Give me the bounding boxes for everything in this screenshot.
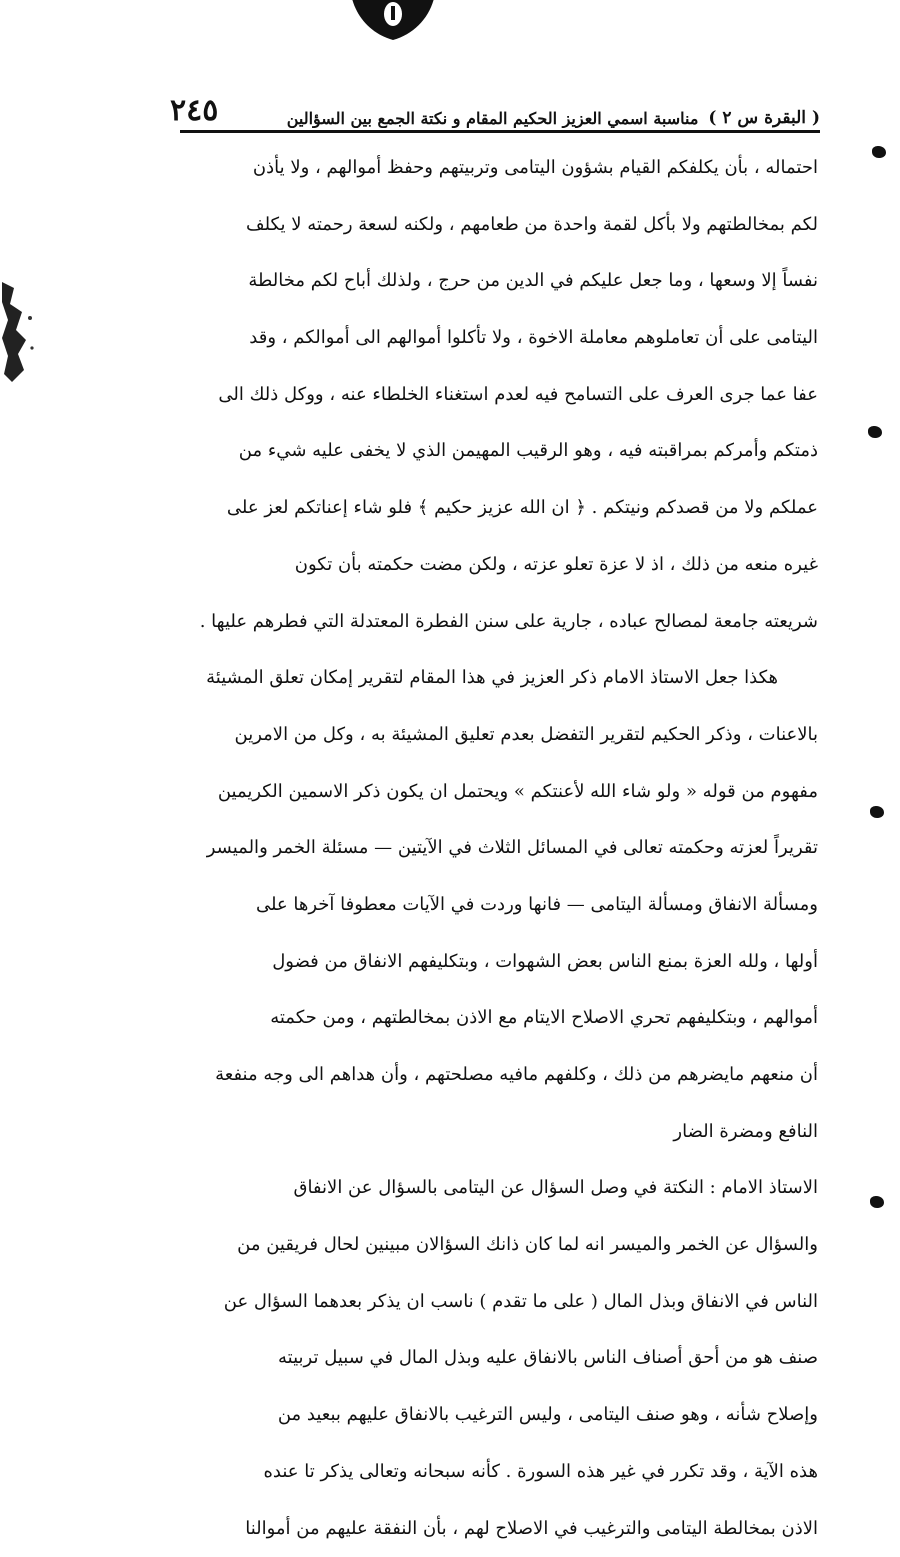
text-line: اليتامى على أن تعاملوهم معاملة الاخوة ، ولا تأكلوا أموالهم الى أموالكم ، وقد [178,310,818,367]
text-line: النافع ومضرة الضار [178,1104,818,1161]
text-line: ذمتكم وأمركم بمراقبته فيه ، وهو الرقيب المهيمن الذي لا يخفى عليه شيء من [178,423,818,480]
text-line: الناس في الانفاق وبذل المال ( على ما تقدم ) ناسب ان يذكر بعدهما السؤال عن [178,1274,818,1331]
text-line: أموالهم ، وبتكليفهم تحري الاصلاح الايتام مع الاذن بمخالطتهم ، ومن حكمته [178,990,818,1047]
text-line: والسؤال عن الخمر والميسر انه لما كان ذانك السؤالان مبينين لحال فريقين من [178,1217,818,1274]
text-line: غيره منعه من ذلك ، اذ لا عزة تعلو عزته ، ولكن مضت حكمته بأن تكون [178,537,818,594]
binding-dot-icon [870,1196,884,1208]
text-line: هذه الآية ، وقد تكرر في غير هذه السورة . كأنه سبحانه وتعالى يذكر تا عنده [178,1444,818,1501]
text-line: عفا عما جرى العرف على التسامح فيه لعدم استغناء الخلطاء عنه ، ووكل ذلك الى [178,367,818,424]
header-rule [180,130,820,133]
running-header [170,90,820,128]
text-line: الاستاذ الامام : النكتة في وصل السؤال عن اليتامى بالسؤال عن الانفاق [178,1160,818,1217]
scan-edge-icon [0,278,40,388]
text-line: نفساً إلا وسعها ، وما جعل عليكم في الدين من حرج ، ولذلك أباح لكم مخالطة [178,253,818,310]
header-title: مناسبة اسمي العزيز الحكيم المقام و نكتة الجمع بين السؤالين [228,109,698,128]
text-line: بالاعنات ، وذكر الحكيم لتقرير التفضل بعدم تعليق المشيئة به ، وكل من الامرين [178,707,818,764]
text-line: ومسألة الانفاق ومسألة اليتامى — فانها وردت في الآيات معطوفا آخرها على [178,877,818,934]
binding-dot-icon [872,146,886,158]
text-line: شريعته جامعة لمصالح عباده ، جارية على سنن الفطرة المعتدلة التي فطرهم عليها . [178,594,818,651]
binding-dot-icon [870,806,884,818]
binding-dot-icon [868,426,882,438]
text-line: هكذا جعل الاستاذ الامام ذكر العزيز في هذا المقام لتقرير إمكان تعلق المشيئة [178,650,818,707]
body-text [178,140,818,1557]
text-line: وإصلاح شأنه ، وهو صنف اليتامى ، وليس الترغيب بالانفاق عليهم ببعيد من [178,1387,818,1444]
text-line: تقريراً لعزته وحكمته تعالى في المسائل الثلاث في الآيتين — مسئلة الخمر والميسر [178,820,818,877]
text-line: مفهوم من قوله « ولو شاء الله لأعنتكم » ويحتمل ان يكون ذكر الاسمين الكريمين [178,764,818,821]
text-line: عملكم ولا من قصدكم ونيتكم . ﴿ ان الله عزيز حكيم ﴾ فلو شاء إعناتكم لعز على [178,480,818,537]
chapter-reference: ( البقرة س ٢ ) [708,108,820,128]
ornament-icon [345,0,441,46]
text-line: أن منعهم مايضرهم من ذلك ، وكلفهم مافيه مصلحتهم ، وأن هداهم الى وجه منفعة [178,1047,818,1104]
text-line: أولها ، ولله العزة بمنع الناس بعض الشهوات ، وبتكليفهم الانفاق من فضول [178,934,818,991]
text-line: صنف هو من أحق أصناف الناس بالانفاق عليه وبذل المال في سبيل تربيته [178,1330,818,1387]
page-number: ٢٤٥ [170,93,218,128]
text-line: الاذن بمخالطة اليتامى والترغيب في الاصلاح لهم ، بأن النفقة عليهم من أموالنا [178,1501,818,1557]
text-line: احتماله ، بأن يكلفكم القيام بشؤون اليتامى وتربيتهم وحفظ أموالهم ، ولا يأذن [178,140,818,197]
text-line: لكم بمخالطتهم ولا بأكل لقمة واحدة من طعامهم ، ولكنه لسعة رحمته لا يكلف [178,197,818,254]
